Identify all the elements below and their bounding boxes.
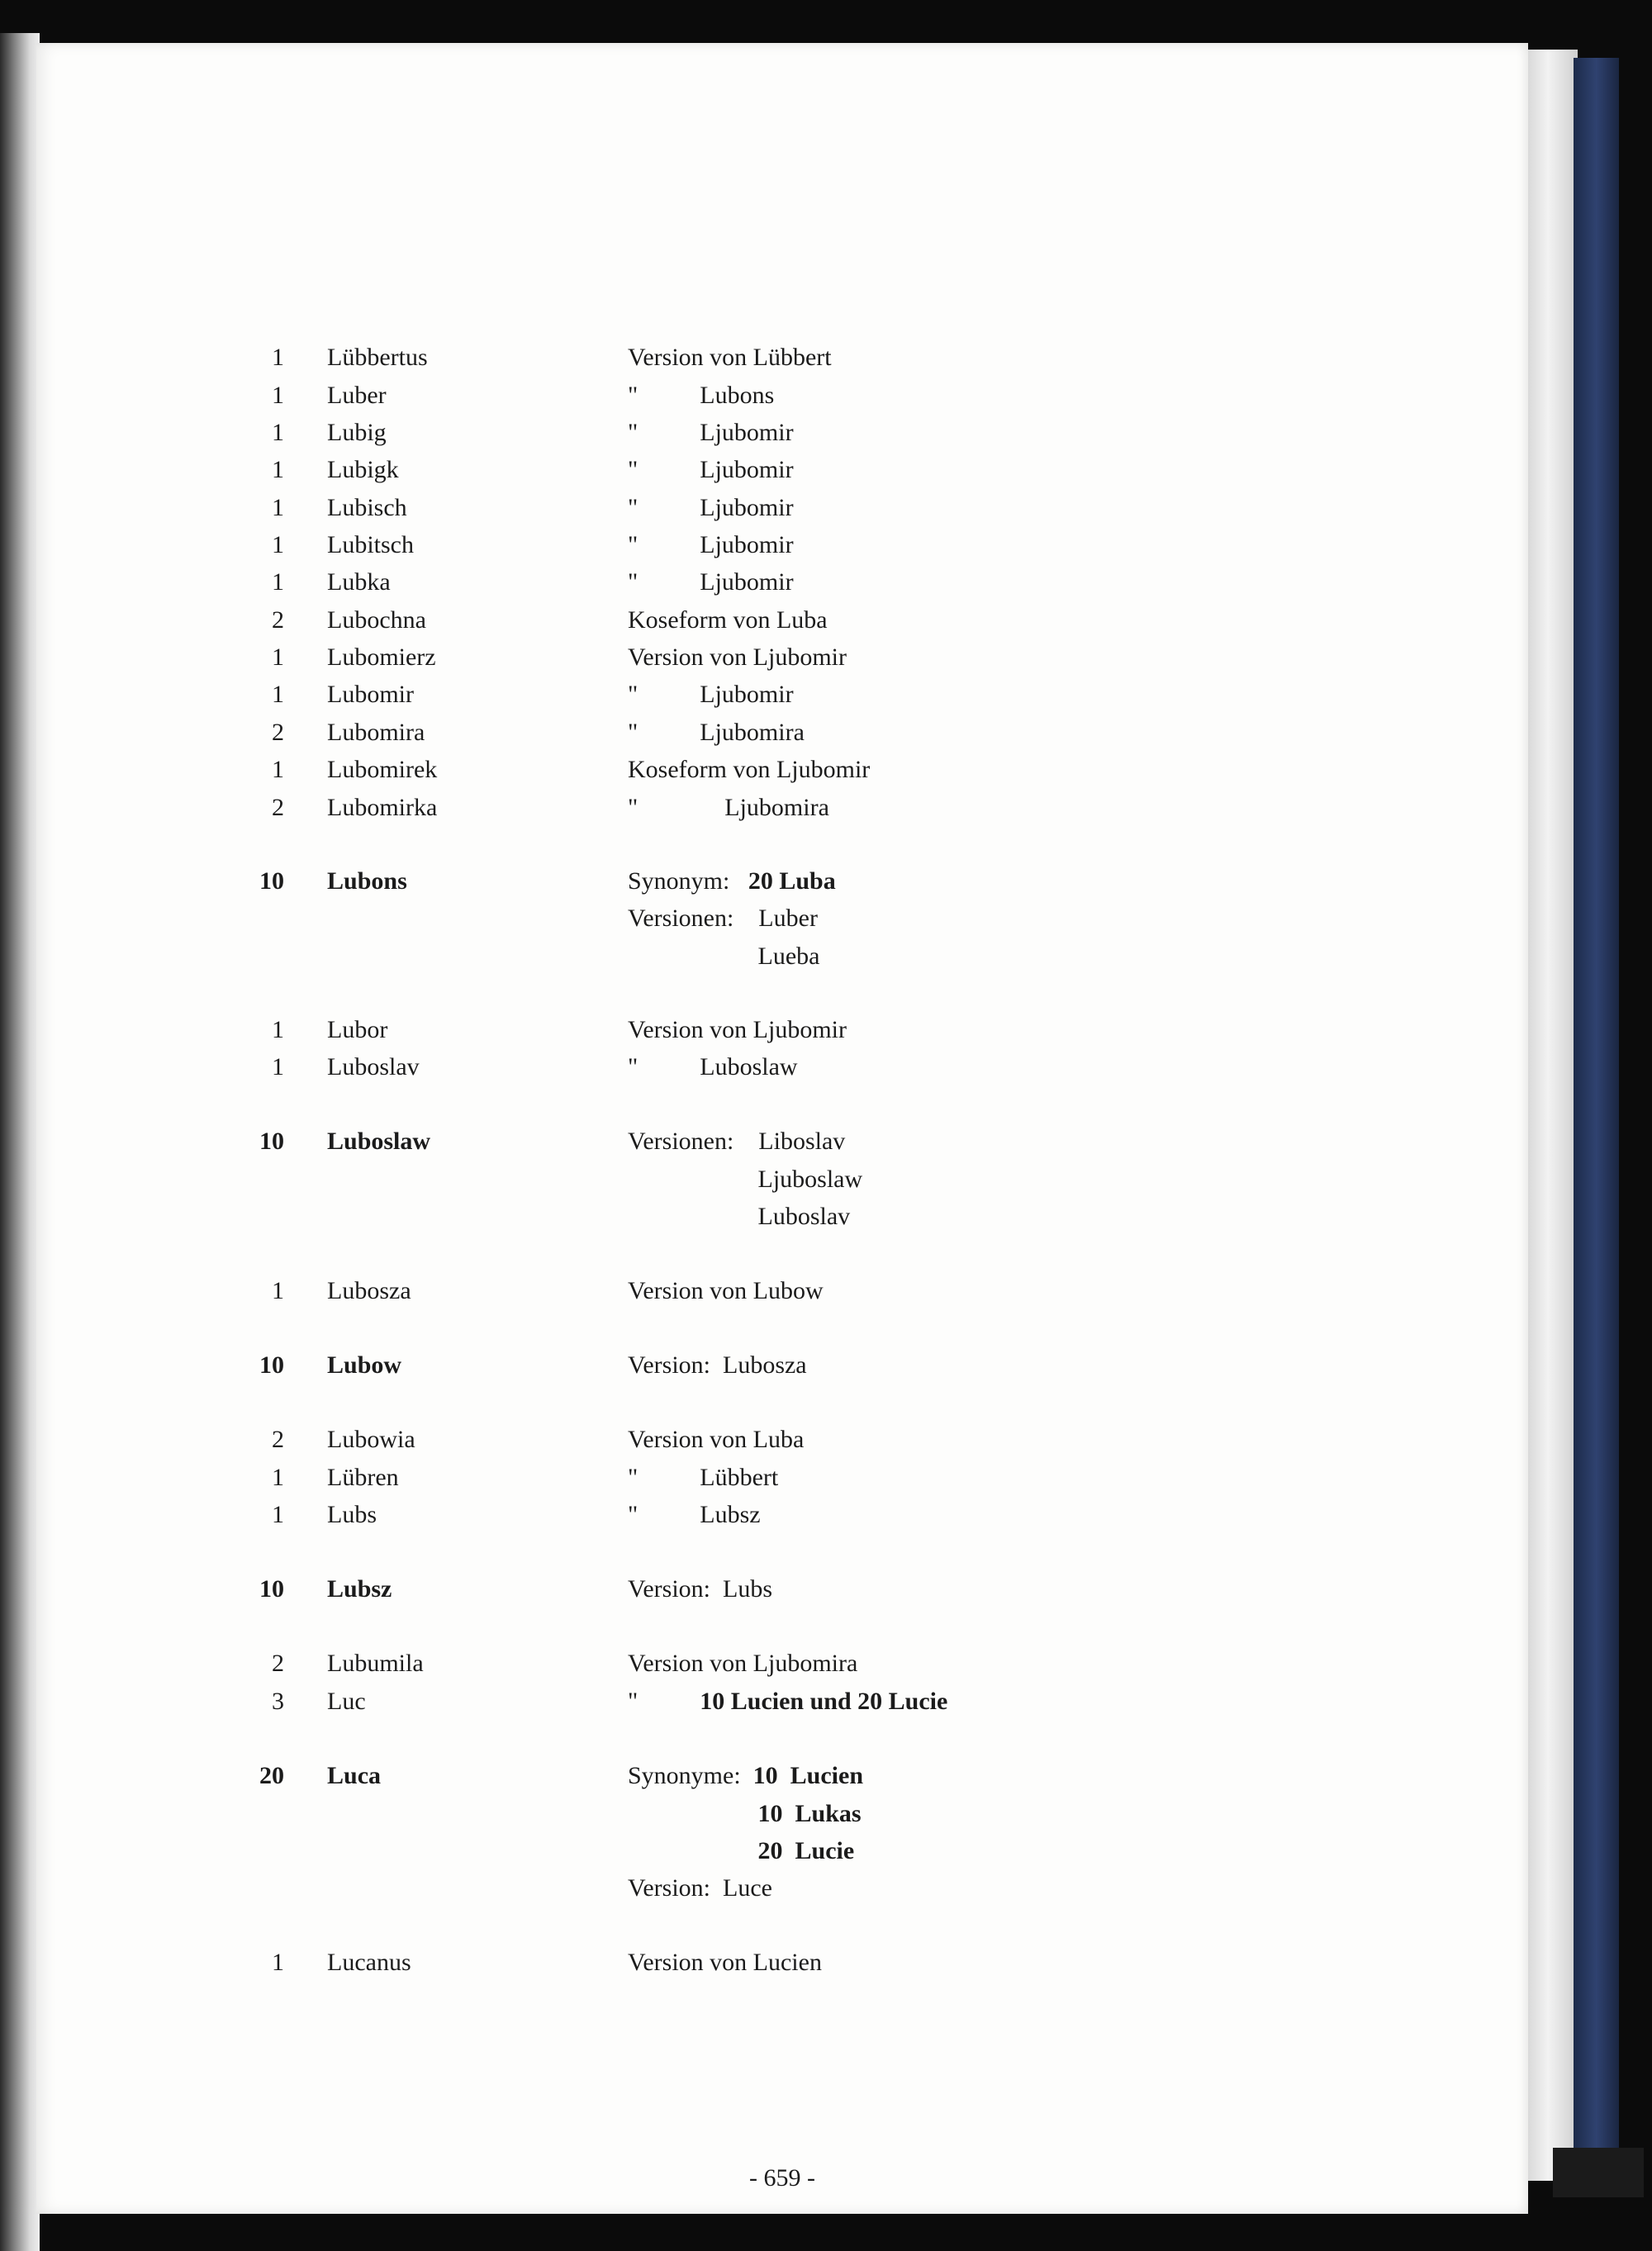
frequency-number: 2 xyxy=(272,794,284,821)
frequency-number: 1 xyxy=(272,494,284,521)
list-item xyxy=(36,1795,1528,1833)
relation-text: Version: Lubosza xyxy=(628,1351,807,1379)
relation-text: 10 Lukas xyxy=(757,1800,862,1827)
frequency-number: 1 xyxy=(272,1016,284,1043)
relation-text: Version von Lubow xyxy=(628,1277,824,1304)
frequency-number: 1 xyxy=(272,382,284,409)
frequency-number: 2 xyxy=(272,1426,284,1453)
book-page xyxy=(36,43,1528,2214)
list-item xyxy=(36,377,1528,415)
book-cover xyxy=(1574,58,1619,2173)
relation-text: " Lubsz xyxy=(628,1501,761,1528)
frequency-number: 10 xyxy=(259,867,284,895)
relation-text: " Lubons xyxy=(628,382,775,409)
name-entry: Lubomira xyxy=(327,719,425,746)
list-item xyxy=(36,1346,1528,1384)
list-item xyxy=(36,938,1528,976)
list-item xyxy=(36,676,1528,714)
list-item xyxy=(36,1683,1528,1721)
relation-text: Version von Luba xyxy=(628,1426,805,1453)
relation-text: Koseform von Ljubomir xyxy=(628,756,871,783)
list-item xyxy=(36,1123,1528,1161)
frequency-number: 10 xyxy=(259,1351,284,1379)
frequency-number: 1 xyxy=(272,419,284,446)
frequency-number: 1 xyxy=(272,1501,284,1528)
name-entry: Lubomirek xyxy=(327,756,438,783)
frequency-number: 1 xyxy=(272,1464,284,1491)
name-entry: Lubons xyxy=(327,867,407,895)
relation-text: " Ljubomir xyxy=(628,568,794,596)
name-entry: Lubs xyxy=(327,1501,377,1528)
relation-text: Ljuboslaw xyxy=(628,1166,863,1193)
relation-text: Version von Ljubomir xyxy=(628,643,847,671)
relation-text: " Luboslaw xyxy=(628,1053,798,1080)
name-entry: Lubka xyxy=(327,568,391,596)
frequency-number: 1 xyxy=(272,1277,284,1304)
list-item xyxy=(36,789,1528,827)
relation-text: Luboslav xyxy=(628,1203,851,1230)
relation-text: Version von Lübbert xyxy=(628,344,832,371)
relation-text: Versionen: Liboslav xyxy=(628,1128,846,1155)
frequency-number: 20 xyxy=(259,1762,284,1789)
relation-text: Version: Luce xyxy=(628,1874,772,1902)
list-item xyxy=(36,1869,1528,1907)
frequency-number: 1 xyxy=(272,643,284,671)
list-item xyxy=(36,1832,1528,1870)
frequency-number: 1 xyxy=(272,1053,284,1080)
frequency-number: 2 xyxy=(272,719,284,746)
list-item xyxy=(36,1048,1528,1086)
name-entry: Lubisch xyxy=(327,494,407,521)
list-item xyxy=(36,1161,1528,1199)
name-entry: Lubig xyxy=(327,419,387,446)
frequency-number: 1 xyxy=(272,344,284,371)
relation-text: 20 Lucie xyxy=(757,1837,855,1864)
relation-text: Synonyme: 10 Lucien xyxy=(628,1762,864,1789)
list-item xyxy=(36,862,1528,900)
relation-text: " 10 Lucien und 20 Lucie xyxy=(628,1688,948,1715)
name-entry: Lubsz xyxy=(327,1575,392,1603)
frequency-number: 1 xyxy=(272,1949,284,1976)
list-item xyxy=(36,451,1528,489)
book-left-edge xyxy=(0,33,40,2251)
name-entry: Lubochna xyxy=(327,606,426,634)
name-entry: Lubumila xyxy=(327,1650,424,1677)
frequency-number: 10 xyxy=(259,1128,284,1155)
list-item xyxy=(36,601,1528,639)
name-entry: Lubor xyxy=(327,1016,388,1043)
name-entry: Lubomierz xyxy=(327,643,436,671)
list-item xyxy=(36,1011,1528,1049)
name-entry: Lubigk xyxy=(327,456,399,483)
name-entry: Lubitsch xyxy=(327,531,414,558)
list-item xyxy=(36,1198,1528,1236)
list-item xyxy=(36,1944,1528,1982)
name-entry: Lübren xyxy=(327,1464,399,1491)
list-item xyxy=(36,339,1528,377)
relation-text: " Ljubomir xyxy=(628,494,794,521)
relation-text: " Ljubomira xyxy=(628,719,805,746)
list-item xyxy=(36,714,1528,752)
list-item xyxy=(36,489,1528,527)
relation-text: " Ljubomir xyxy=(628,456,794,483)
frequency-number: 2 xyxy=(272,1650,284,1677)
frequency-number: 1 xyxy=(272,568,284,596)
name-entry: Lubomir xyxy=(327,681,414,708)
page-number: - 659 - xyxy=(749,2164,815,2192)
relation-text: Version von Lucien xyxy=(628,1949,822,1976)
frequency-number: 2 xyxy=(272,606,284,634)
relation-text: " Ljubomir xyxy=(628,419,794,446)
name-entry: Luboslav xyxy=(327,1053,420,1080)
relation-text: Version von Ljubomira xyxy=(628,1650,858,1677)
name-entry: Luc xyxy=(327,1688,366,1715)
name-entry: Luber xyxy=(327,382,387,409)
name-entry: Lubow xyxy=(327,1351,402,1379)
relation-text: Version von Ljubomir xyxy=(628,1016,847,1043)
relation-text: Lueba xyxy=(628,943,820,970)
page-edges xyxy=(1528,50,1578,2181)
relation-text: " Ljubomir xyxy=(628,681,794,708)
list-item xyxy=(36,900,1528,938)
relation-text: Version: Lubs xyxy=(628,1575,772,1603)
relation-text: Koseform von Luba xyxy=(628,606,828,634)
list-item xyxy=(36,751,1528,789)
list-item xyxy=(36,1757,1528,1795)
list-item xyxy=(36,1421,1528,1459)
list-item xyxy=(36,414,1528,452)
list-item xyxy=(36,563,1528,601)
list-item xyxy=(36,1645,1528,1683)
relation-text: Synonym: 20 Luba xyxy=(628,867,836,895)
name-entry: Lubosza xyxy=(327,1277,411,1304)
frequency-number: 10 xyxy=(259,1575,284,1603)
name-entry: Lubomirka xyxy=(327,794,438,821)
name-entry: Lubowia xyxy=(327,1426,415,1453)
list-item xyxy=(36,1570,1528,1608)
relation-text: " Ljubomira xyxy=(628,794,829,821)
list-item xyxy=(36,1459,1528,1497)
frequency-number: 1 xyxy=(272,756,284,783)
frequency-number: 1 xyxy=(272,456,284,483)
relation-text: " Ljubomir xyxy=(628,531,794,558)
name-entry: Lucanus xyxy=(327,1949,411,1976)
frequency-number: 1 xyxy=(272,681,284,708)
list-item xyxy=(36,639,1528,677)
relation-text: " Lübbert xyxy=(628,1464,779,1491)
book-shadow xyxy=(1553,2148,1644,2197)
list-item xyxy=(36,526,1528,564)
name-entry: Lübbertus xyxy=(327,344,428,371)
list-item xyxy=(36,1272,1528,1310)
relation-text: Versionen: Luber xyxy=(628,905,818,932)
list-item xyxy=(36,1496,1528,1534)
name-entry: Luboslaw xyxy=(327,1128,431,1155)
frequency-number: 1 xyxy=(272,531,284,558)
frequency-number: 3 xyxy=(272,1688,284,1715)
name-entry: Luca xyxy=(327,1762,382,1789)
